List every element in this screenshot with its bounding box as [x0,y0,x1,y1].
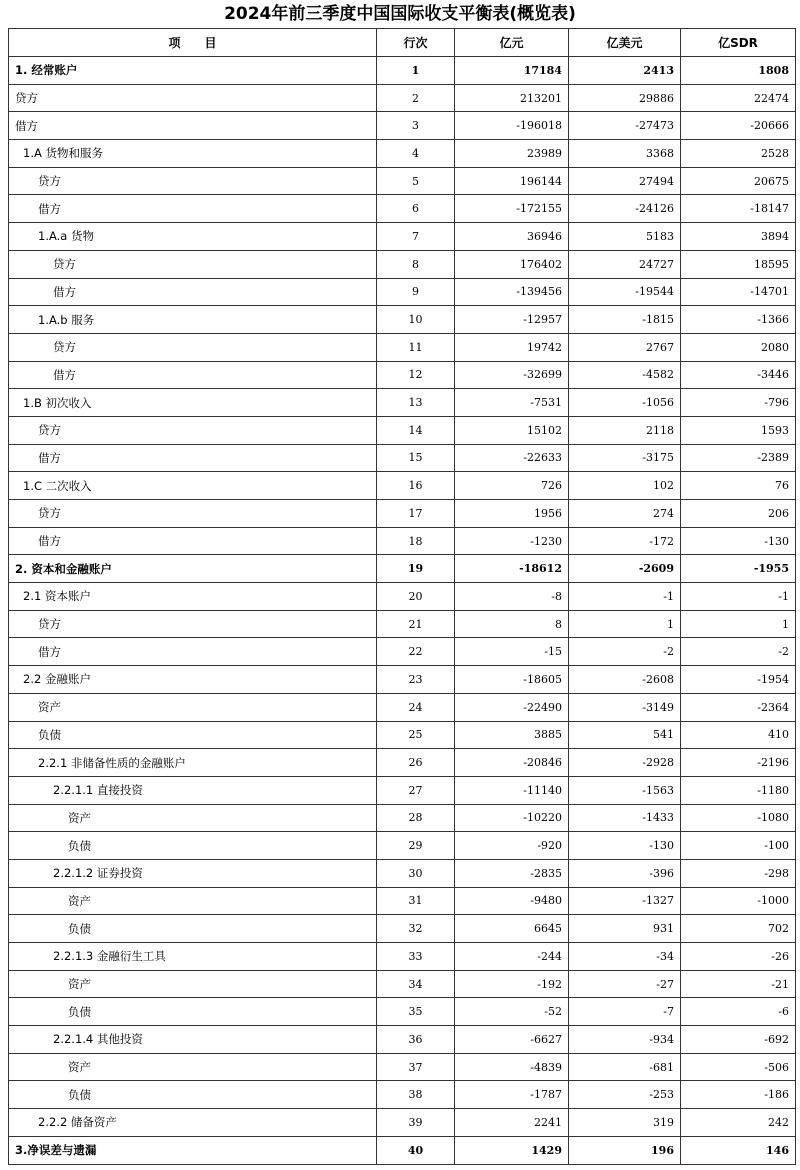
value-sdr: -2 [681,638,796,666]
row-number: 26 [377,749,455,777]
value-sdr: -2389 [681,444,796,472]
value-usd: 27494 [569,167,681,195]
row-number: 6 [377,195,455,223]
row-label: 资产 [9,804,377,832]
table-row [9,1109,796,1137]
row-label: 贷方 [9,333,377,361]
table-row [9,832,796,860]
value-cny: -32699 [455,361,569,389]
value-usd: -24126 [569,195,681,223]
table-row [9,749,796,777]
table-row [9,527,796,555]
value-cny: 8 [455,610,569,638]
table-row [9,84,796,112]
row-number: 20 [377,583,455,611]
row-label: 2.2.1 非储备性质的金融账户 [9,749,377,777]
value-cny: 726 [455,472,569,500]
table-row [9,223,796,251]
value-sdr: 1 [681,610,796,638]
page-title: 2024年前三季度中国国际收支平衡表(概览表) [224,4,576,24]
value-usd: 274 [569,500,681,528]
row-label: 2.2.1.3 金融衍生工具 [9,943,377,971]
value-usd: -7 [569,998,681,1026]
value-cny: -139456 [455,278,569,306]
table-header-row [9,29,796,57]
value-sdr: 242 [681,1109,796,1137]
table-row [9,112,796,140]
row-number: 16 [377,472,455,500]
table-row [9,250,796,278]
row-number: 5 [377,167,455,195]
table-row [9,583,796,611]
value-sdr: -1 [681,583,796,611]
row-number: 10 [377,306,455,334]
value-sdr: -298 [681,859,796,887]
value-cny: -8 [455,583,569,611]
row-label: 2.2.1.1 直接投资 [9,776,377,804]
value-sdr: 2528 [681,140,796,168]
row-label: 1.B 初次收入 [9,389,377,417]
row-number: 32 [377,915,455,943]
balance-of-payments-table [8,28,796,1165]
value-usd: -3149 [569,693,681,721]
row-number: 33 [377,943,455,971]
row-number: 29 [377,832,455,860]
value-cny: -18605 [455,666,569,694]
value-cny: 15102 [455,416,569,444]
row-number: 40 [377,1136,455,1164]
value-cny: -1230 [455,527,569,555]
row-label: 2.2.1.2 证券投资 [9,859,377,887]
row-label: 2.2.2 储备资产 [9,1109,377,1137]
value-usd: -2608 [569,666,681,694]
row-label: 贷方 [9,610,377,638]
value-sdr: 146 [681,1136,796,1164]
value-sdr: -21 [681,970,796,998]
table-row [9,943,796,971]
value-sdr: 20675 [681,167,796,195]
row-number: 15 [377,444,455,472]
row-label: 1. 经常账户 [9,57,377,85]
value-sdr: 206 [681,500,796,528]
table-row [9,389,796,417]
value-cny: -920 [455,832,569,860]
row-number: 21 [377,610,455,638]
value-usd: 24727 [569,250,681,278]
row-label: 负债 [9,832,377,860]
row-label: 借方 [9,112,377,140]
value-sdr: 1593 [681,416,796,444]
value-sdr: -18147 [681,195,796,223]
value-usd: -1815 [569,306,681,334]
table-row [9,361,796,389]
value-usd: -130 [569,832,681,860]
table-row [9,1136,796,1164]
row-label: 贷方 [9,84,377,112]
value-cny: -12957 [455,306,569,334]
row-number: 11 [377,333,455,361]
value-sdr: 18595 [681,250,796,278]
value-cny: -4839 [455,1053,569,1081]
table-row [9,970,796,998]
row-number: 8 [377,250,455,278]
row-number: 22 [377,638,455,666]
value-usd: -2609 [569,555,681,583]
table-row [9,666,796,694]
row-label: 借方 [9,361,377,389]
value-cny: -244 [455,943,569,971]
value-sdr: -186 [681,1081,796,1109]
value-cny: -18612 [455,555,569,583]
row-label: 资产 [9,970,377,998]
table-row [9,1081,796,1109]
row-label: 贷方 [9,500,377,528]
row-number: 1 [377,57,455,85]
value-sdr: 2080 [681,333,796,361]
row-number: 36 [377,1026,455,1054]
value-sdr: -1080 [681,804,796,832]
row-label: 1.A.b 服务 [9,306,377,334]
row-number: 13 [377,389,455,417]
header-row-number: 行次 [377,29,455,57]
row-number: 14 [377,416,455,444]
row-number: 37 [377,1053,455,1081]
value-usd: 1 [569,610,681,638]
value-sdr: 1808 [681,57,796,85]
value-usd: 2118 [569,416,681,444]
table-row [9,859,796,887]
value-sdr: -130 [681,527,796,555]
value-cny: 1956 [455,500,569,528]
row-label: 贷方 [9,167,377,195]
table-row [9,887,796,915]
value-cny: -6627 [455,1026,569,1054]
value-sdr: -1000 [681,887,796,915]
value-sdr: 22474 [681,84,796,112]
row-number: 27 [377,776,455,804]
value-cny: 213201 [455,84,569,112]
table-row [9,998,796,1026]
value-cny: 196144 [455,167,569,195]
value-usd: 2413 [569,57,681,85]
table-row [9,416,796,444]
row-number: 12 [377,361,455,389]
value-cny: 36946 [455,223,569,251]
table-row [9,555,796,583]
row-number: 7 [377,223,455,251]
value-sdr: -3446 [681,361,796,389]
value-usd: -253 [569,1081,681,1109]
value-sdr: 410 [681,721,796,749]
value-cny: -7531 [455,389,569,417]
value-usd: -1 [569,583,681,611]
value-cny: 176402 [455,250,569,278]
table-row [9,306,796,334]
value-usd: -1563 [569,776,681,804]
table-row [9,693,796,721]
row-label: 1.C 二次收入 [9,472,377,500]
table-row [9,472,796,500]
value-usd: -34 [569,943,681,971]
row-number: 23 [377,666,455,694]
table-row [9,167,796,195]
value-usd: -19544 [569,278,681,306]
value-cny: 6645 [455,915,569,943]
value-usd: 5183 [569,223,681,251]
value-sdr: -2364 [681,693,796,721]
row-number: 19 [377,555,455,583]
value-usd: -172 [569,527,681,555]
value-cny: -192 [455,970,569,998]
value-usd: -27 [569,970,681,998]
value-cny: 3885 [455,721,569,749]
row-label: 2. 资本和金融账户 [9,555,377,583]
row-label: 贷方 [9,416,377,444]
value-sdr: -14701 [681,278,796,306]
value-usd: -396 [569,859,681,887]
value-usd: -2 [569,638,681,666]
table-row [9,278,796,306]
row-label: 负债 [9,998,377,1026]
value-cny: -10220 [455,804,569,832]
value-cny: -11140 [455,776,569,804]
row-number: 3 [377,112,455,140]
header-item: 项 目 [9,29,377,57]
value-cny: -1787 [455,1081,569,1109]
value-usd: 3368 [569,140,681,168]
row-label: 2.2.1.4 其他投资 [9,1026,377,1054]
header-usd: 亿美元 [569,29,681,57]
value-usd: 29886 [569,84,681,112]
row-number: 35 [377,998,455,1026]
row-number: 18 [377,527,455,555]
row-number: 31 [377,887,455,915]
value-usd: 541 [569,721,681,749]
header-sdr: 亿SDR [681,29,796,57]
value-cny: -2835 [455,859,569,887]
value-cny: -9480 [455,887,569,915]
row-number: 2 [377,84,455,112]
row-label: 资产 [9,887,377,915]
row-label: 3.净误差与遗漏 [9,1136,377,1164]
row-number: 30 [377,859,455,887]
header-cny: 亿元 [455,29,569,57]
row-label: 负债 [9,915,377,943]
value-sdr: -2196 [681,749,796,777]
value-usd: 102 [569,472,681,500]
value-usd: -1056 [569,389,681,417]
value-usd: -4582 [569,361,681,389]
table-row [9,500,796,528]
value-sdr: -26 [681,943,796,971]
table-row [9,804,796,832]
value-cny: -22490 [455,693,569,721]
row-label: 借方 [9,527,377,555]
table-row [9,444,796,472]
row-label: 借方 [9,278,377,306]
row-label: 资产 [9,693,377,721]
value-sdr: -796 [681,389,796,417]
value-usd: -681 [569,1053,681,1081]
row-number: 4 [377,140,455,168]
table-row [9,333,796,361]
value-cny: -20846 [455,749,569,777]
value-cny: -196018 [455,112,569,140]
value-sdr: -1955 [681,555,796,583]
value-usd: -1327 [569,887,681,915]
row-number: 24 [377,693,455,721]
value-cny: 2241 [455,1109,569,1137]
table-row [9,915,796,943]
value-sdr: -1180 [681,776,796,804]
table-row [9,1026,796,1054]
value-sdr: -100 [681,832,796,860]
value-cny: -52 [455,998,569,1026]
row-label: 负债 [9,1081,377,1109]
table-row [9,1053,796,1081]
table-row [9,57,796,85]
value-usd: -934 [569,1026,681,1054]
value-cny: 23989 [455,140,569,168]
table-row [9,140,796,168]
value-sdr: -1366 [681,306,796,334]
value-sdr: 3894 [681,223,796,251]
value-usd: 196 [569,1136,681,1164]
value-cny: -22633 [455,444,569,472]
row-label: 2.2 金融账户 [9,666,377,694]
value-cny: -172155 [455,195,569,223]
row-number: 9 [377,278,455,306]
table-row [9,721,796,749]
row-number: 25 [377,721,455,749]
row-label: 借方 [9,638,377,666]
value-sdr: 76 [681,472,796,500]
row-number: 17 [377,500,455,528]
row-label: 负债 [9,721,377,749]
value-usd: 2767 [569,333,681,361]
value-sdr: -20666 [681,112,796,140]
table-row [9,195,796,223]
value-usd: 931 [569,915,681,943]
value-sdr: -1954 [681,666,796,694]
table-row [9,776,796,804]
value-cny: 1429 [455,1136,569,1164]
value-sdr: -692 [681,1026,796,1054]
row-number: 28 [377,804,455,832]
row-label: 1.A.a 货物 [9,223,377,251]
value-usd: -27473 [569,112,681,140]
row-label: 1.A 货物和服务 [9,140,377,168]
row-number: 34 [377,970,455,998]
table-row [9,638,796,666]
value-cny: 17184 [455,57,569,85]
row-label: 2.1 资本账户 [9,583,377,611]
row-label: 借方 [9,195,377,223]
value-usd: 319 [569,1109,681,1137]
value-cny: -15 [455,638,569,666]
value-usd: -3175 [569,444,681,472]
value-sdr: 702 [681,915,796,943]
value-sdr: -6 [681,998,796,1026]
row-number: 39 [377,1109,455,1137]
value-usd: -1433 [569,804,681,832]
row-label: 借方 [9,444,377,472]
value-usd: -2928 [569,749,681,777]
value-cny: 19742 [455,333,569,361]
row-number: 38 [377,1081,455,1109]
value-sdr: -506 [681,1053,796,1081]
row-label: 资产 [9,1053,377,1081]
row-label: 贷方 [9,250,377,278]
table-row [9,610,796,638]
